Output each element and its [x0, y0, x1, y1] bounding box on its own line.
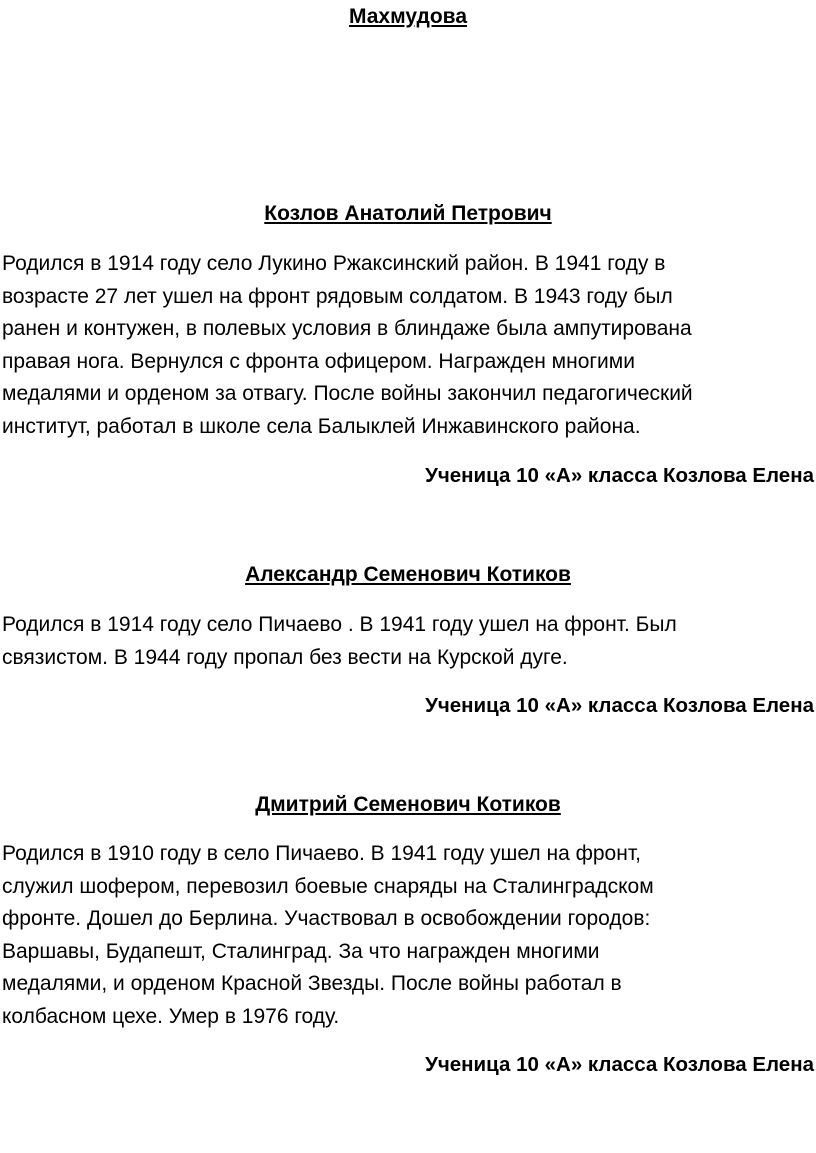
section-2-signature: Ученица 10 «А» класса Козлова Елена	[425, 694, 814, 717]
section-3-name: Дмитрий Семенович Котиков	[255, 793, 561, 816]
section-3-signature: Ученица 10 «А» класса Козлова Елена	[425, 1053, 814, 1076]
section-1-text: Родился в 1914 году село Лукино Ржаксинский район. В 1941 году в возрасте 27 лет ушел на фронт рядовым солдатом. В 1943 году был ранен и контужен, в полевых условия в блиндаже была ампутирована правая нога. Вернулся с фронта офицером. Награжден многими медалями и орденом за отвагу. После войны закончил педагогический институт, работал в школе села Балыклей Инжавинского района.	[2, 252, 693, 438]
section-3-text: Родился в 1910 году в село Пичаево. В 1941 году ушел на фронт, служил шофером, перевозил боевые снаряды на Сталинградском фронте. Дошел до Берлина. Участвовал в освобождении городов: Варшавы, Будапешт, Сталинград. За что награжден многими медалями, и орденом Красной Звезды. После войны работал в колбасном цехе. Умер в 1976 году.	[2, 842, 654, 1028]
section-1-signature: Ученица 10 «А» класса Козлова Елена	[425, 464, 814, 487]
section-2-name: Александр Семенович Котиков	[245, 563, 571, 586]
section-1-name: Козлов Анатолий Петрович	[264, 202, 552, 225]
section-2-text: Родился в 1914 году село Пичаево . В 1941 году ушел на фронт. Был связистом. В 1944 году пропал без вести на Курской дуге.	[2, 613, 677, 669]
top-heading: Махмудова	[349, 5, 467, 28]
